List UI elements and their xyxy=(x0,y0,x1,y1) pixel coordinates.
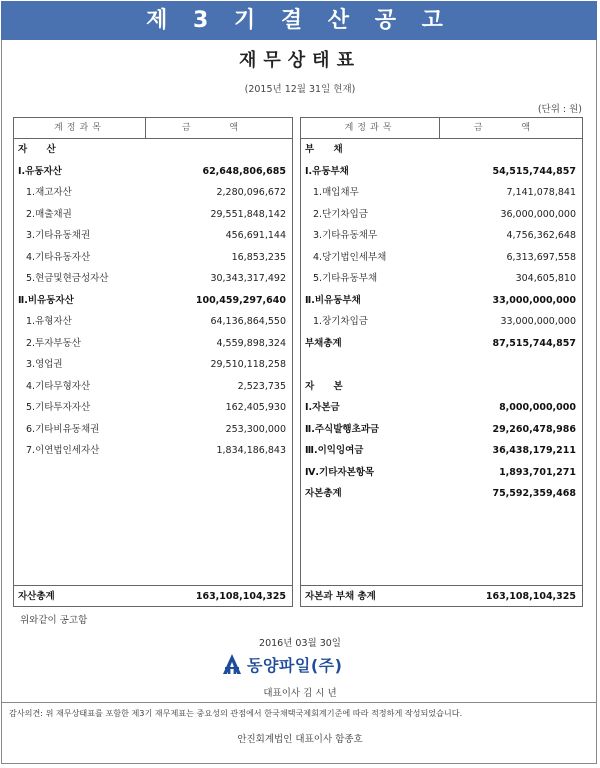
blank-row xyxy=(301,354,582,376)
account-amount: 4,559,898,324 xyxy=(216,337,286,349)
table-row xyxy=(14,397,292,419)
liabilities-equity-total-label: 자본과 부채 총계 xyxy=(305,591,376,602)
table-row xyxy=(301,419,582,441)
liabilities-equity-table xyxy=(300,117,583,607)
account-label: 2.매출채권 xyxy=(26,208,72,220)
account-amount: 162,405,930 xyxy=(225,402,286,413)
account-label: 4.기타유동자산 xyxy=(26,251,91,263)
account-amount: 33,000,000,000 xyxy=(500,316,576,327)
account-label: Ⅱ.비유동부채 xyxy=(305,294,361,306)
table-row xyxy=(14,419,292,441)
liabilities-items xyxy=(301,161,582,355)
account-amount: 456,691,144 xyxy=(225,230,286,241)
table-row xyxy=(14,247,292,269)
account-amount: 64,136,864,550 xyxy=(210,316,286,327)
account-label: 5.기타투자자산 xyxy=(26,402,91,413)
account-label: 6.기타비유동채권 xyxy=(26,423,100,435)
account-label: 5.현금및현금성자산 xyxy=(26,273,109,284)
section-label: 자 산 xyxy=(18,144,64,155)
assets-total-label: 자산총계 xyxy=(18,591,55,602)
company-logo xyxy=(221,652,342,676)
account-label: 5.기타유동부채 xyxy=(313,273,378,284)
table-row xyxy=(301,333,582,355)
account-label: 4.기타무형자산 xyxy=(26,380,91,392)
account-amount: 100,459,297,640 xyxy=(195,294,286,306)
account-label: 부채총계 xyxy=(305,337,342,349)
table-row xyxy=(14,182,292,204)
assets-table-header xyxy=(14,118,292,139)
account-label: 자본총계 xyxy=(305,488,342,499)
account-amount: 75,592,359,468 xyxy=(492,488,576,499)
ceo-signature: 대표이사 김 시 년 xyxy=(263,688,337,699)
liabilities-equity-total-amount: 163,108,104,325 xyxy=(485,591,576,602)
account-amount: 6,313,697,558 xyxy=(506,251,576,263)
account-label: 3.영업권 xyxy=(26,359,63,370)
equity-section-label xyxy=(301,376,582,398)
table-row xyxy=(14,354,292,376)
amount-column-header: 금 액 xyxy=(473,123,549,133)
assets-total-row xyxy=(14,585,292,608)
table-row xyxy=(14,290,292,312)
table-row xyxy=(301,440,582,462)
notice-banner: 제 3 기 결 산 공 고 xyxy=(1,1,597,40)
account-label: Ⅲ.이익잉여금 xyxy=(305,445,364,456)
account-amount: 29,551,848,142 xyxy=(210,208,286,220)
account-label: Ⅳ.기타자본항목 xyxy=(305,466,375,478)
table-row xyxy=(14,268,292,290)
table-row xyxy=(14,225,292,247)
account-amount: 253,300,000 xyxy=(225,423,286,435)
liabilities-equity-total-row xyxy=(301,585,582,608)
table-row xyxy=(14,333,292,355)
as-of-date: (2015년 12월 31일 현재) xyxy=(244,84,356,95)
account-label: Ⅰ.유동부채 xyxy=(305,165,349,177)
table-row xyxy=(301,225,582,247)
account-label: 4.당기법인세부채 xyxy=(313,251,387,263)
account-label: 2.투자부동산 xyxy=(26,337,81,349)
table-row xyxy=(301,161,582,183)
section-label: 자 본 xyxy=(305,380,351,392)
equity-items xyxy=(301,397,582,505)
section-label: 부 채 xyxy=(305,144,351,155)
account-label: 7.이연법인세자산 xyxy=(26,445,100,456)
statement-title: 재무상태표 xyxy=(239,50,361,71)
liabilities-rows xyxy=(301,139,582,505)
auditor-name: 안진회계법인 대표이사 함종호 xyxy=(237,734,363,745)
account-amount: 30,343,317,492 xyxy=(210,273,286,284)
audit-opinion: 감사의견: 위 재무상태표를 포함한 제3기 재무제표는 중요성의 관점에서 한국채택국제회계기준에 따라 적정하게 작성되었습니다. xyxy=(9,708,463,718)
account-column-header: 계정과목 xyxy=(344,123,396,133)
assets-section-label xyxy=(14,139,292,161)
account-amount: 2,280,096,672 xyxy=(216,187,286,198)
account-amount: 16,853,235 xyxy=(231,251,286,263)
account-column-header: 계정과목 xyxy=(54,123,105,133)
table-row xyxy=(301,268,582,290)
account-amount: 36,438,179,211 xyxy=(492,445,576,456)
table-row xyxy=(301,290,582,312)
account-amount: 29,260,478,986 xyxy=(492,423,576,435)
account-label: Ⅰ.자본금 xyxy=(305,402,340,413)
table-row xyxy=(14,376,292,398)
table-row xyxy=(301,247,582,269)
liabilities-table-header xyxy=(301,118,582,139)
company-name: 동양파일(주) xyxy=(247,655,343,675)
account-amount: 29,510,118,258 xyxy=(210,359,286,370)
table-row xyxy=(14,440,292,462)
table-row xyxy=(301,397,582,419)
liabilities-section-label xyxy=(301,139,582,161)
account-amount: 87,515,744,857 xyxy=(492,337,576,349)
account-amount: 2,523,735 xyxy=(237,380,286,392)
account-amount: 304,605,810 xyxy=(515,273,576,284)
account-amount: 33,000,000,000 xyxy=(492,294,576,306)
account-amount: 8,000,000,000 xyxy=(499,402,576,413)
table-row xyxy=(14,161,292,183)
account-label: 1.유형자산 xyxy=(26,316,72,327)
account-label: 1.재고자산 xyxy=(26,187,72,198)
account-label: Ⅰ.유동자산 xyxy=(18,165,62,177)
table-row xyxy=(301,483,582,505)
notice-text: 위와같이 공고함 xyxy=(20,615,88,626)
account-amount: 4,756,362,648 xyxy=(506,230,576,241)
account-label: 1.매입채무 xyxy=(313,187,359,198)
amount-column-header: 금 액 xyxy=(181,123,257,133)
footer-divider xyxy=(1,702,597,703)
table-row xyxy=(301,182,582,204)
table-row xyxy=(301,311,582,333)
assets-rows xyxy=(14,139,292,462)
account-amount: 36,000,000,000 xyxy=(500,208,576,220)
unit-label: (단위 : 원) xyxy=(537,104,582,115)
account-amount: 7,141,078,841 xyxy=(506,187,576,198)
table-row xyxy=(14,311,292,333)
notice-date: 2016년 03월 30일 xyxy=(259,638,341,649)
account-amount: 54,515,744,857 xyxy=(492,165,576,177)
account-amount: 1,834,186,843 xyxy=(216,445,286,456)
account-label: Ⅱ.주식발행초과금 xyxy=(305,423,380,435)
assets-table xyxy=(13,117,293,607)
table-row xyxy=(301,204,582,226)
table-row xyxy=(301,462,582,484)
table-row xyxy=(14,204,292,226)
company-mark-icon xyxy=(221,653,243,675)
account-label: Ⅱ.비유동자산 xyxy=(18,294,74,306)
account-label: 3.기타유동채무 xyxy=(313,230,378,241)
account-label: 1.장기차입금 xyxy=(313,316,368,327)
account-amount: 62,648,806,685 xyxy=(202,165,286,177)
account-label: 2.단기차입금 xyxy=(313,208,368,220)
assets-total-amount: 163,108,104,325 xyxy=(195,591,286,602)
account-amount: 1,893,701,271 xyxy=(499,466,576,478)
account-label: 3.기타유동채권 xyxy=(26,230,91,241)
